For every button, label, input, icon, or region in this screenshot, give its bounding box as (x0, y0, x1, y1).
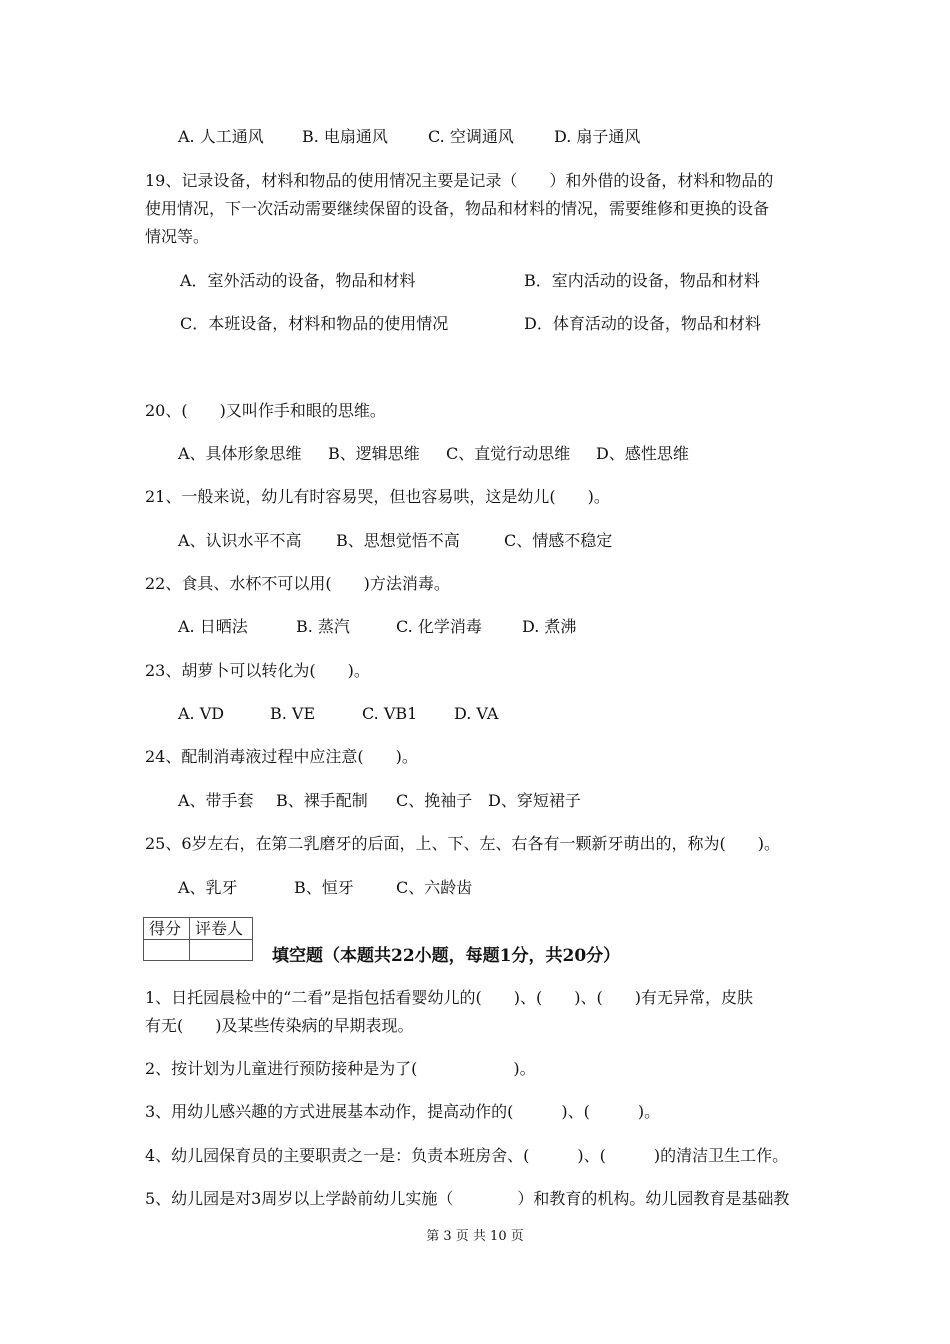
q20-option-b: B、逻辑思维 (328, 444, 420, 463)
q25-options (0, 878, 950, 898)
q19-option-a: A．室外活动的设备，物品和材料 (180, 271, 416, 290)
fill-3: 3、用幼儿感兴趣的方式进展基本动作，提高动作的( )、( )。 (145, 1102, 661, 1121)
q24-options (0, 791, 950, 811)
q20-text: 20、( )又叫作手和眼的思维。 (145, 401, 386, 420)
q19-line-2: 使用情况，下一次活动需要继续保留的设备，物品和材料的情况，需要维修和更换的设备 (145, 199, 770, 218)
q18-options (0, 127, 950, 147)
q19-option-c: C．本班设备，材料和物品的使用情况 (180, 314, 449, 333)
q24-text: 24、配制消毒液过程中应注意( )。 (145, 747, 418, 766)
q18-option-d: D. 扇子通风 (554, 127, 641, 146)
q25-option-b: B、恒牙 (294, 878, 354, 897)
q23-option-b: B. VE (270, 704, 316, 723)
score-table (143, 917, 253, 961)
q23-text: 23、胡萝卜可以转化为( )。 (145, 661, 370, 680)
q19-options-row-1 (0, 271, 950, 291)
q20-option-d: D、感性思维 (596, 444, 689, 463)
q19-option-d: D．体育活动的设备，物品和材料 (524, 314, 761, 333)
q21-option-a: A、认识水平不高 (178, 531, 302, 550)
q22-option-d: D. 煮沸 (522, 617, 577, 636)
q23-options (0, 704, 950, 724)
q21-option-c: C、情感不稳定 (504, 531, 613, 550)
q19-option-b: B．室内活动的设备，物品和材料 (524, 271, 760, 290)
q24-option-d: D、穿短裙子 (488, 791, 581, 810)
q18-option-c: C. 空调通风 (428, 127, 514, 146)
q18-option-b: B. 电扇通风 (302, 127, 388, 146)
q20-options (0, 444, 950, 464)
q22-option-c: C. 化学消毒 (396, 617, 482, 636)
q20-option-c: C、直觉行动思维 (446, 444, 571, 463)
q19-line-3: 情况等。 (145, 227, 210, 246)
fill-5: 5、幼儿园是对3周岁以上学龄前幼儿实施（ ）和教育的机构。幼儿园教育是基础教 (145, 1189, 790, 1208)
q21-option-b: B、思想觉悟不高 (336, 531, 460, 550)
q25-option-c: C、六龄齿 (396, 878, 473, 897)
q21-text: 21、一般来说，幼儿有时容易哭，但也容易哄，这是幼儿( )。 (145, 487, 610, 506)
section-title: 填空题（本题共22小题，每题1分，共20分） (272, 946, 621, 966)
q23-option-d: D. VA (454, 704, 499, 723)
q23-option-c: C. VB1 (362, 704, 418, 723)
page-footer: 第 3 页 共 10 页 (426, 1229, 524, 1244)
q22-options (0, 617, 950, 637)
q25-option-a: A、乳牙 (178, 878, 238, 897)
q18-option-a: A. 人工通风 (178, 127, 264, 146)
q19-options-row-2 (0, 314, 950, 334)
fill-1-line-2: 有无( )及某些传染病的早期表现。 (145, 1016, 414, 1035)
grader-label: 评卷人 (195, 919, 244, 938)
q23-option-a: A. VD (178, 704, 225, 723)
q21-options (0, 531, 950, 551)
q20-option-a: A、具体形象思维 (178, 444, 302, 463)
q24-option-c: C、挽袖子 (396, 791, 473, 810)
score-label: 得分 (149, 919, 182, 938)
q22-option-b: B. 蒸汽 (296, 617, 350, 636)
q22-text: 22、食具、水杯不可以用( )方法消毒。 (145, 574, 450, 593)
q25-text: 25、6岁左右，在第二乳磨牙的后面，上、下、左、右各有一颗新牙萌出的，称为( )。 (145, 834, 781, 853)
score-table-divider-h (144, 939, 252, 940)
q24-option-b: B、裸手配制 (276, 791, 368, 810)
q22-option-a: A. 日晒法 (178, 617, 248, 636)
q24-option-a: A、带手套 (178, 791, 254, 810)
fill-2: 2、按计划为儿童进行预防接种是为了( )。 (145, 1059, 536, 1078)
fill-1-line-1: 1、日托园晨检中的“二看”是指包括看婴幼儿的( )、( )、( )有无异常，皮肤 (145, 988, 753, 1007)
q19-line-1: 19、记录设备，材料和物品的使用情况主要是记录（ ）和外借的设备，材料和物品的 (145, 171, 774, 190)
fill-4: 4、幼儿园保育员的主要职责之一是：负责本班房舍、( )、( )的清洁卫生工作。 (145, 1146, 789, 1165)
